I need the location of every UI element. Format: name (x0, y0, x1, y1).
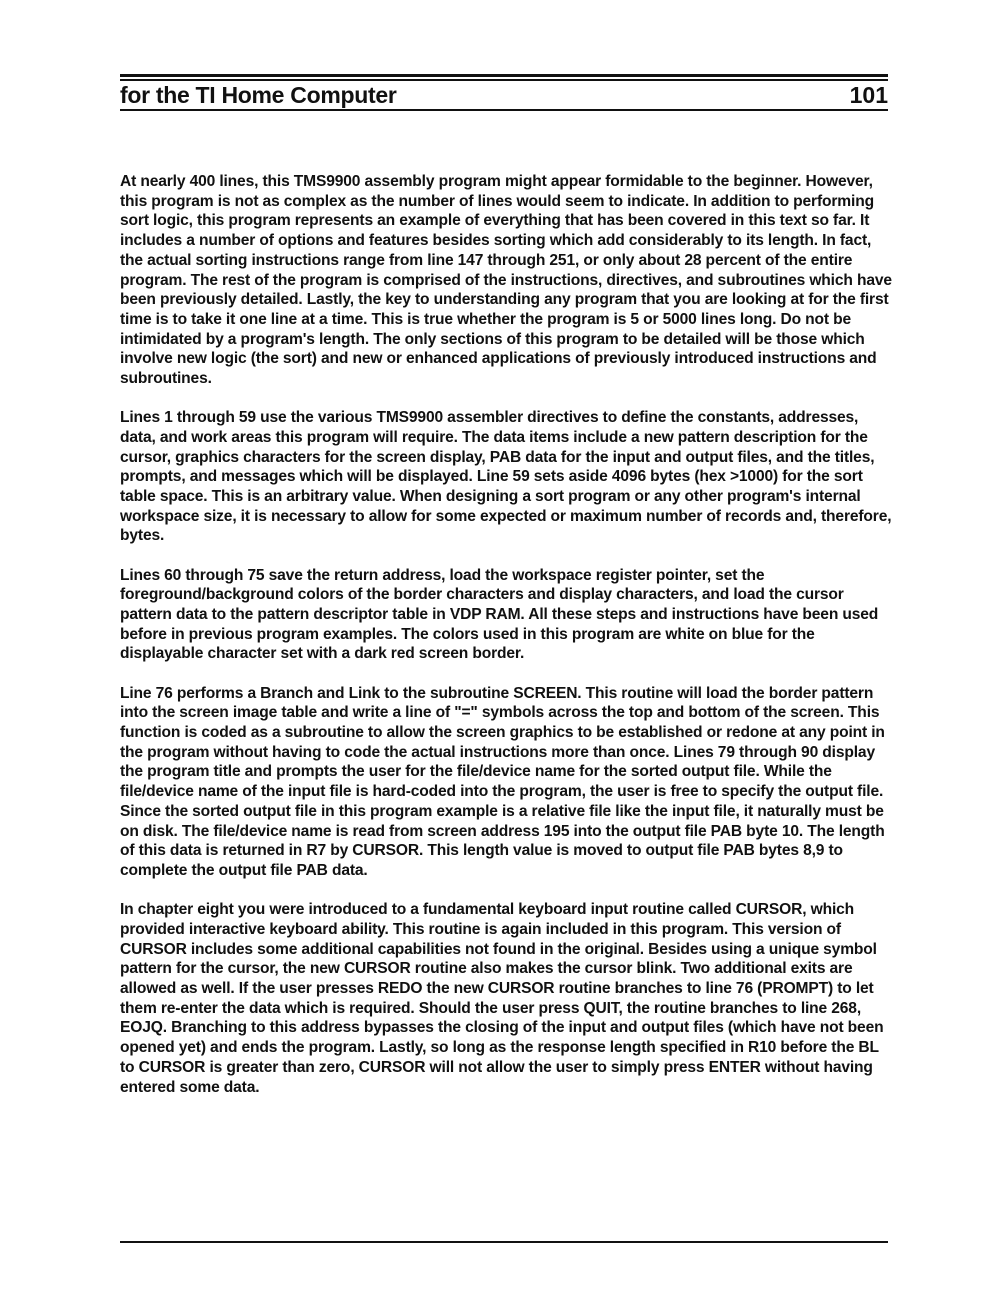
footer-rule (120, 1241, 888, 1243)
paragraph-5: In chapter eight you were introduced to a fundamental keyboard input routine called CURSOR, which provided interactive keyboard ability. This routine is again included in this program. This version of CURSOR includes some additional capabilities not found in the original. Besides using a unique symbol pattern for the cursor, the new CURSOR routine also makes the cursor blink. Two additional exits are allowed as well. If the user presses REDO the new CURSOR routine branches to line 76 (PROMPT) to let them re-enter the data which is required. Should the user press QUIT, the routine branches to line 268, EOJQ. Branching to this address bypasses the closing of the input and output files (which have not been opened yet) and ends the program. Lastly, so long as the response length specified in R10 before the BL to CURSOR is greater than zero, CURSOR will not allow the user to simply press ENTER without having entered some data. (120, 901, 884, 1096)
paragraph-2: Lines 1 through 59 use the various TMS9900 assembler directives to define the constants, addresses, data, and work areas this program will require. The data items include a new pattern description for the cursor, graphics characters for the screen display, PAB data for the input and output files, and the titles, prompts, and messages which will be displayed. Line 59 sets aside 4096 bytes (hex >1000) for the sort table space. This is an arbitrary value. When designing a sort program or any other program's internal workspace size, it is necessary to allow for some expected or maximum number of records and, therefore, bytes. (120, 409, 892, 545)
paragraph-4: Line 76 performs a Branch and Link to the subroutine SCREEN. This routine will load the border pattern into the screen image table and write a line of "=" symbols across the top and bottom of the screen. This function is coded as a subroutine to allow the screen graphics to be established or redone at any point in the program without having to code the actual instructions more than once. Lines 79 through 90 display the program title and prompts the user for the file/device name for the sorted output file. While the file/device name of the input file is hard-coded into the program, the user is free to specify the output file. Since the sorted output file in this program example is a relative file like the input file, it naturally must be on disk. The file/device name is read from screen address 195 into the output file PAB byte 10. The length of this data is returned in R7 by CURSOR. This length value is moved to output file PAB bytes 8,9 to complete the output file PAB data. (120, 684, 885, 879)
page-number: 101 (849, 82, 888, 108)
running-title: for the TI Home Computer (120, 82, 397, 108)
page-header (120, 80, 888, 112)
paragraph-3: Lines 60 through 75 save the return address, load the workspace register pointer, set the foreground/background colors of the border characters and display characters, and load the cursor pattern data to the pattern descriptor table in VDP RAM. All these steps and instructions have been used before in previous program examples. The colors used in this program are white on blue for the displayable character set with a dark red screen border. (120, 566, 879, 663)
header-top-rule (120, 74, 888, 77)
header-bottom-rule (120, 109, 888, 111)
paragraph-1: At nearly 400 lines, this TMS9900 assembly program might appear formidable to the beginner. However, this program is not as complex as the number of lines would seem to indicate. In addition to performing sort logic, this program represents an example of everything that has been covered in this text so far. It includes a number of options and features besides sorting which add considerably to its length. In fact, the actual sorting instructions range from line 147 through 251, or only about 28 percent of the entire program. The rest of the program is comprised of the instructions, directives, and subroutines which have been previously detailed. Lastly, the key to understanding any program that you are looking at for the first time is to take it one line at a time. This is true whether the program is 5 or 5000 lines long. Do not be intimidated by a program's length. The only sections of this program to be detailed will be those which involve new logic (the sort) and new or enhanced applications of previously introduced instructions and subroutines. (120, 173, 892, 388)
body-text (120, 172, 892, 1117)
